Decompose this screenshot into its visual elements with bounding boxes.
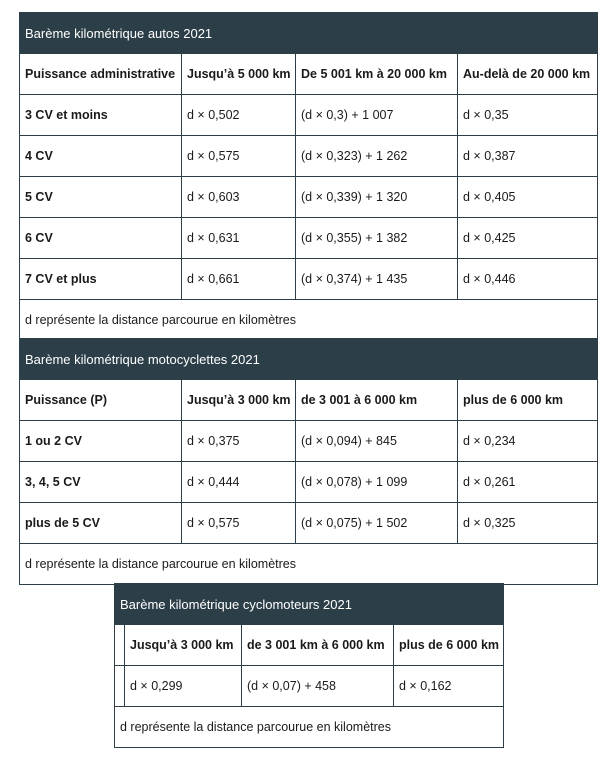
row-label: 7 CV et plus — [20, 259, 182, 300]
cell: (d × 0,339) + 1 320 — [296, 177, 458, 218]
table-row — [20, 421, 598, 462]
cell: d × 0,299 — [125, 666, 242, 707]
autos-table — [19, 12, 598, 341]
moto-title-row — [20, 339, 598, 380]
cell: d × 0,405 — [458, 177, 598, 218]
cell: d × 0,261 — [458, 462, 598, 503]
row-label — [115, 666, 125, 707]
autos-header-power: Puissance administrative — [20, 54, 182, 95]
cell: (d × 0,094) + 845 — [296, 421, 458, 462]
autos-header-tier1: Jusqu’à 5 000 km — [182, 54, 296, 95]
moto-title: Barème kilométrique motocyclettes 2021 — [20, 339, 598, 380]
table-row — [20, 462, 598, 503]
autos-note-row — [20, 300, 598, 341]
table-row — [115, 666, 504, 707]
moto-note: d représente la distance parcourue en kilomètres — [20, 544, 598, 585]
moto-note-row — [20, 544, 598, 585]
cell: d × 0,631 — [182, 218, 296, 259]
cyclo-title: Barème kilométrique cyclomoteurs 2021 — [115, 584, 504, 625]
cyclo-header-row — [115, 625, 504, 666]
table-row — [20, 177, 598, 218]
cell: d × 0,661 — [182, 259, 296, 300]
row-label: 3, 4, 5 CV — [20, 462, 182, 503]
table-row — [20, 218, 598, 259]
autos-header-tier3: Au-delà de 20 000 km — [458, 54, 598, 95]
cell: d × 0,162 — [394, 666, 504, 707]
moto-header-tier2: de 3 001 à 6 000 km — [296, 380, 458, 421]
cyclo-note-row — [115, 707, 504, 748]
cyclo-header-tier1: Jusqu’à 3 000 km — [125, 625, 242, 666]
cell: d × 0,444 — [182, 462, 296, 503]
cell: d × 0,234 — [458, 421, 598, 462]
cell: (d × 0,075) + 1 502 — [296, 503, 458, 544]
row-label: 1 ou 2 CV — [20, 421, 182, 462]
row-label: 3 CV et moins — [20, 95, 182, 136]
table-row — [20, 259, 598, 300]
cell: (d × 0,3) + 1 007 — [296, 95, 458, 136]
cell: d × 0,375 — [182, 421, 296, 462]
cell: (d × 0,374) + 1 435 — [296, 259, 458, 300]
cell: d × 0,35 — [458, 95, 598, 136]
moto-table — [19, 338, 598, 585]
cell: (d × 0,07) + 458 — [242, 666, 394, 707]
autos-header-row — [20, 54, 598, 95]
moto-header-tier1: Jusqu’à 3 000 km — [182, 380, 296, 421]
table-row — [20, 95, 598, 136]
table-row — [20, 136, 598, 177]
row-label: 6 CV — [20, 218, 182, 259]
cell: d × 0,502 — [182, 95, 296, 136]
cyclo-title-row — [115, 584, 504, 625]
cell: d × 0,575 — [182, 503, 296, 544]
cyclo-table — [114, 583, 504, 748]
cell: d × 0,446 — [458, 259, 598, 300]
moto-header-tier3: plus de 6 000 km — [458, 380, 598, 421]
autos-title-row — [20, 13, 598, 54]
cyclo-header-tier3: plus de 6 000 km — [394, 625, 504, 666]
cyclo-note: d représente la distance parcourue en kilomètres — [115, 707, 504, 748]
cell: (d × 0,078) + 1 099 — [296, 462, 458, 503]
moto-header-row — [20, 380, 598, 421]
autos-header-tier2: De 5 001 km à 20 000 km — [296, 54, 458, 95]
cell: d × 0,575 — [182, 136, 296, 177]
table-row — [20, 503, 598, 544]
row-label: 4 CV — [20, 136, 182, 177]
autos-title: Barème kilométrique autos 2021 — [20, 13, 598, 54]
moto-header-power: Puissance (P) — [20, 380, 182, 421]
autos-note: d représente la distance parcourue en kilomètres — [20, 300, 598, 341]
cyclo-header-blank — [115, 625, 125, 666]
cyclo-header-tier2: de 3 001 km à 6 000 km — [242, 625, 394, 666]
cell: (d × 0,323) + 1 262 — [296, 136, 458, 177]
row-label: 5 CV — [20, 177, 182, 218]
cell: d × 0,603 — [182, 177, 296, 218]
cell: d × 0,425 — [458, 218, 598, 259]
cell: d × 0,325 — [458, 503, 598, 544]
cell: (d × 0,355) + 1 382 — [296, 218, 458, 259]
cell: d × 0,387 — [458, 136, 598, 177]
row-label: plus de 5 CV — [20, 503, 182, 544]
